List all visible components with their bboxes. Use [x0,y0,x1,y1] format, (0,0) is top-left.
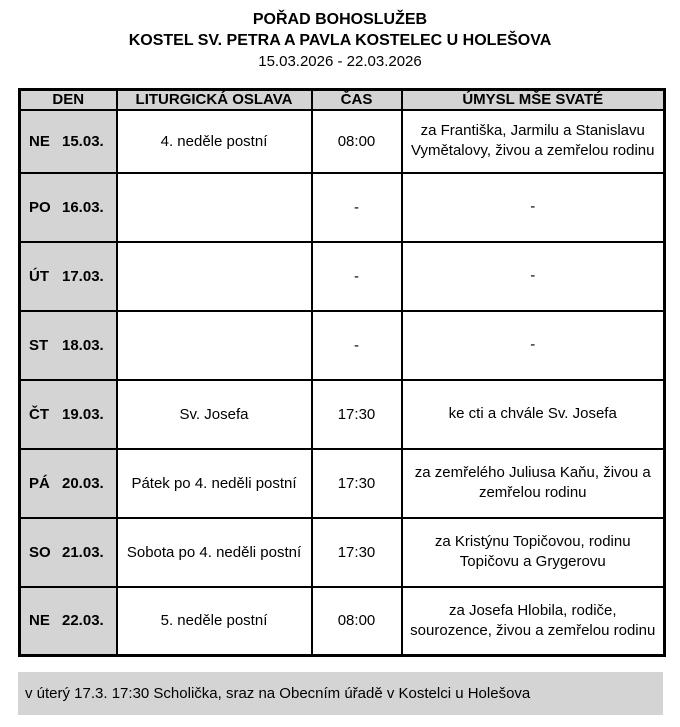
day-cell [20,242,117,311]
liturgical-celebration-cell: 4. neděle postní [117,110,312,173]
day-date: 16.03. [62,198,104,216]
table-header-row [20,90,665,110]
day-abbreviation: PÁ [29,474,50,492]
schedule-row [20,449,665,518]
day-abbreviation: ST [29,336,49,354]
mass-intention-cell: za Kristýnu Topičovou, rodinu Topičovu a Grygerovu [402,518,665,587]
mass-intention-cell: za Františka, Jarmilu a Stanislavu Vymětalovy, živou a zemřelou rodinu [402,110,665,173]
mass-time-cell: - [312,311,402,380]
day-date: 20.03. [62,474,104,492]
column-header-den: DEN [20,90,117,110]
liturgical-celebration-cell: 5. neděle postní [117,587,312,656]
liturgical-celebration-cell [117,173,312,242]
mass-intention-cell: za Josefa Hlobila, rodiče, sourozence, živou a zemřelou rodinu [402,587,665,656]
column-header-liturgicka-oslava: LITURGICKÁ OSLAVA [117,90,312,110]
day-date: 22.03. [62,612,104,630]
document-header [0,0,680,72]
document-title: POŘAD BOHOSLUŽEB [252,11,428,28]
schedule-row [20,380,665,449]
day-cell [20,449,117,518]
day-abbreviation: NE [29,132,50,150]
mass-time-cell: 17:30 [312,380,402,449]
day-cell [20,587,117,656]
date-range: 15.03.2026 - 22.03.2026 [258,53,422,70]
day-date: 15.03. [62,132,104,150]
column-header-umysl-mse-svate: ÚMYSL MŠE SVATÉ [402,90,665,110]
liturgical-celebration-cell: Sobota po 4. neděli postní [117,518,312,587]
day-date: 19.03. [62,405,104,423]
schedule-row [20,242,665,311]
column-header-cas: ČAS [312,90,402,110]
mass-time-cell: 08:00 [312,110,402,173]
day-cell [20,380,117,449]
day-cell [20,518,117,587]
day-abbreviation: NE [29,612,50,630]
mass-intention-cell: za zemřelého Juliusa Kaňu, živou a zemřelou rodinu [402,449,665,518]
mass-intention-cell: - [402,242,665,311]
day-cell [20,173,117,242]
day-abbreviation: SO [29,543,51,561]
schedule-row [20,173,665,242]
schedule-row [20,110,665,173]
mass-time-cell: 08:00 [312,587,402,656]
mass-intention-cell: - [402,311,665,380]
liturgical-celebration-cell: Sv. Josefa [117,380,312,449]
day-date: 17.03. [62,267,104,285]
mass-intention-cell: - [402,173,665,242]
mass-time-cell: 17:30 [312,449,402,518]
day-abbreviation: ČT [29,405,49,423]
schedule-row [20,587,665,656]
mass-schedule-table [18,88,666,657]
liturgical-celebration-cell: Pátek po 4. neděli postní [117,449,312,518]
day-abbreviation: PO [29,198,51,216]
mass-time-cell: 17:30 [312,518,402,587]
liturgical-celebration-cell [117,311,312,380]
liturgical-celebration-cell [117,242,312,311]
mass-time-cell: - [312,173,402,242]
mass-time-cell: - [312,242,402,311]
schedule-row [20,311,665,380]
schedule-row [20,518,665,587]
announcement-note: v úterý 17.3. 17:30 Scholička, sraz na Obecním úřadě v Kostelci u Holešova [18,672,663,715]
day-date: 21.03. [62,543,104,561]
day-abbreviation: ÚT [29,267,49,285]
day-cell [20,311,117,380]
day-cell [20,110,117,173]
church-name: KOSTEL SV. PETRA A PAVLA KOSTELEC U HOLEŠOVA [128,32,552,49]
day-date: 18.03. [62,336,104,354]
mass-intention-cell: ke cti a chvále Sv. Josefa [402,380,665,449]
